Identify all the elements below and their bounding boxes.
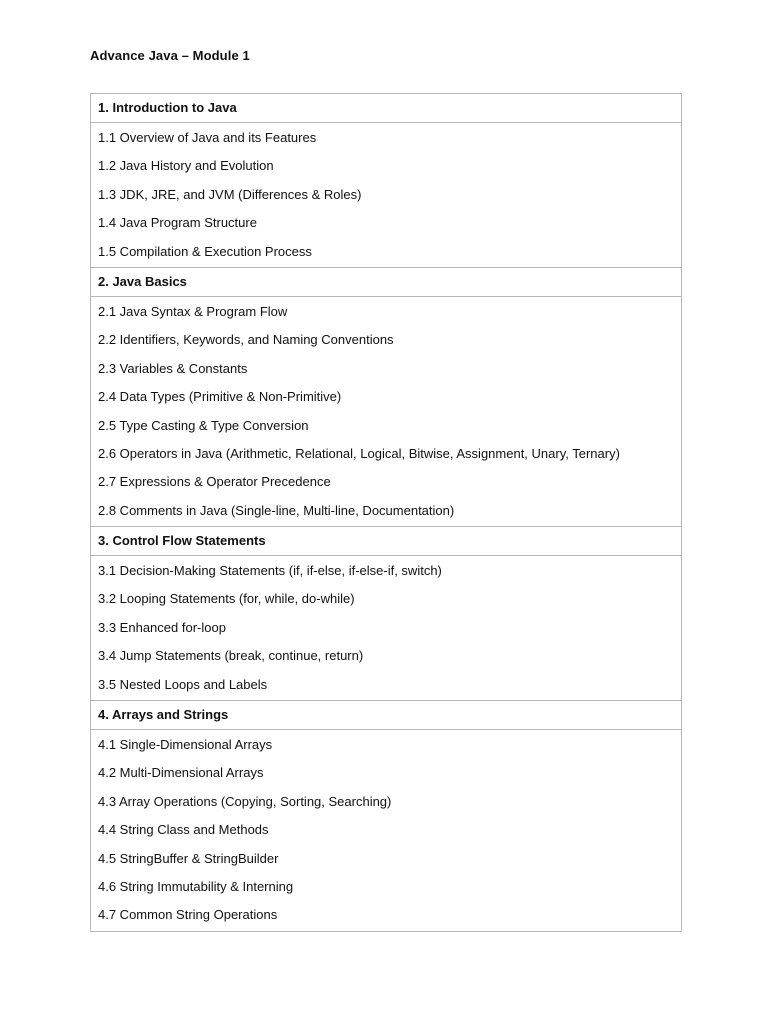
list-item: 4.7 Common String Operations xyxy=(98,907,278,923)
list-item: 3.4 Jump Statements (break, continue, return) xyxy=(98,648,364,664)
section-heading: 2. Java Basics xyxy=(91,268,681,297)
list-item: 1.5 Compilation & Execution Process xyxy=(98,243,312,259)
list-item: 4.2 Multi-Dimensional Arrays xyxy=(98,765,264,781)
list-item: 1.4 Java Program Structure xyxy=(98,215,257,231)
section-items xyxy=(91,297,681,526)
list-item: 1.2 Java History and Evolution xyxy=(98,158,274,174)
list-item: 2.6 Operators in Java (Arithmetic, Relational, Logical, Bitwise, Assignment, Unary, Ternary) xyxy=(98,445,620,461)
list-item: 3.1 Decision-Making Statements (if, if-else, if-else-if, switch) xyxy=(98,563,442,579)
list-item: 2.4 Data Types (Primitive & Non-Primitive) xyxy=(98,389,342,405)
list-item: 2.3 Variables & Constants xyxy=(98,360,248,376)
list-item: 1.1 Overview of Java and its Features xyxy=(98,130,317,145)
list-item: 3.3 Enhanced for-loop xyxy=(98,619,226,635)
list-item: 4.4 String Class and Methods xyxy=(98,822,269,838)
list-item: 3.5 Nested Loops and Labels xyxy=(98,676,268,692)
section-java-basics xyxy=(91,267,681,526)
section-items xyxy=(91,730,681,931)
section-heading: 1. Introduction to Java xyxy=(91,94,681,123)
list-item: 4.6 String Immutability & Interning xyxy=(98,878,294,894)
list-item: 2.5 Type Casting & Type Conversion xyxy=(98,417,309,433)
document-title: Advance Java – Module 1 xyxy=(90,48,250,63)
section-heading: 3. Control Flow Statements xyxy=(91,527,681,556)
list-item: 1.3 JDK, JRE, and JVM (Differences & Roles) xyxy=(98,186,362,202)
list-item: 4.3 Array Operations (Copying, Sorting, Searching) xyxy=(98,793,392,809)
module-outline-table xyxy=(90,93,682,932)
section-heading: 4. Arrays and Strings xyxy=(91,701,681,730)
list-item: 2.8 Comments in Java (Single-line, Multi-line, Documentation) xyxy=(98,502,455,518)
section-items xyxy=(91,556,681,700)
section-control-flow-statements xyxy=(91,526,681,700)
list-item: 2.1 Java Syntax & Program Flow xyxy=(98,303,288,319)
section-items xyxy=(91,123,681,267)
section-introduction-to-java xyxy=(91,94,681,267)
section-arrays-and-strings xyxy=(91,700,681,931)
list-item: 4.5 StringBuffer & StringBuilder xyxy=(98,850,279,866)
list-item: 2.7 Expressions & Operator Precedence xyxy=(98,474,331,490)
list-item: 4.1 Single-Dimensional Arrays xyxy=(98,737,273,753)
list-item: 3.2 Looping Statements (for, while, do-while) xyxy=(98,591,355,607)
list-item: 2.2 Identifiers, Keywords, and Naming Conventions xyxy=(98,332,394,348)
